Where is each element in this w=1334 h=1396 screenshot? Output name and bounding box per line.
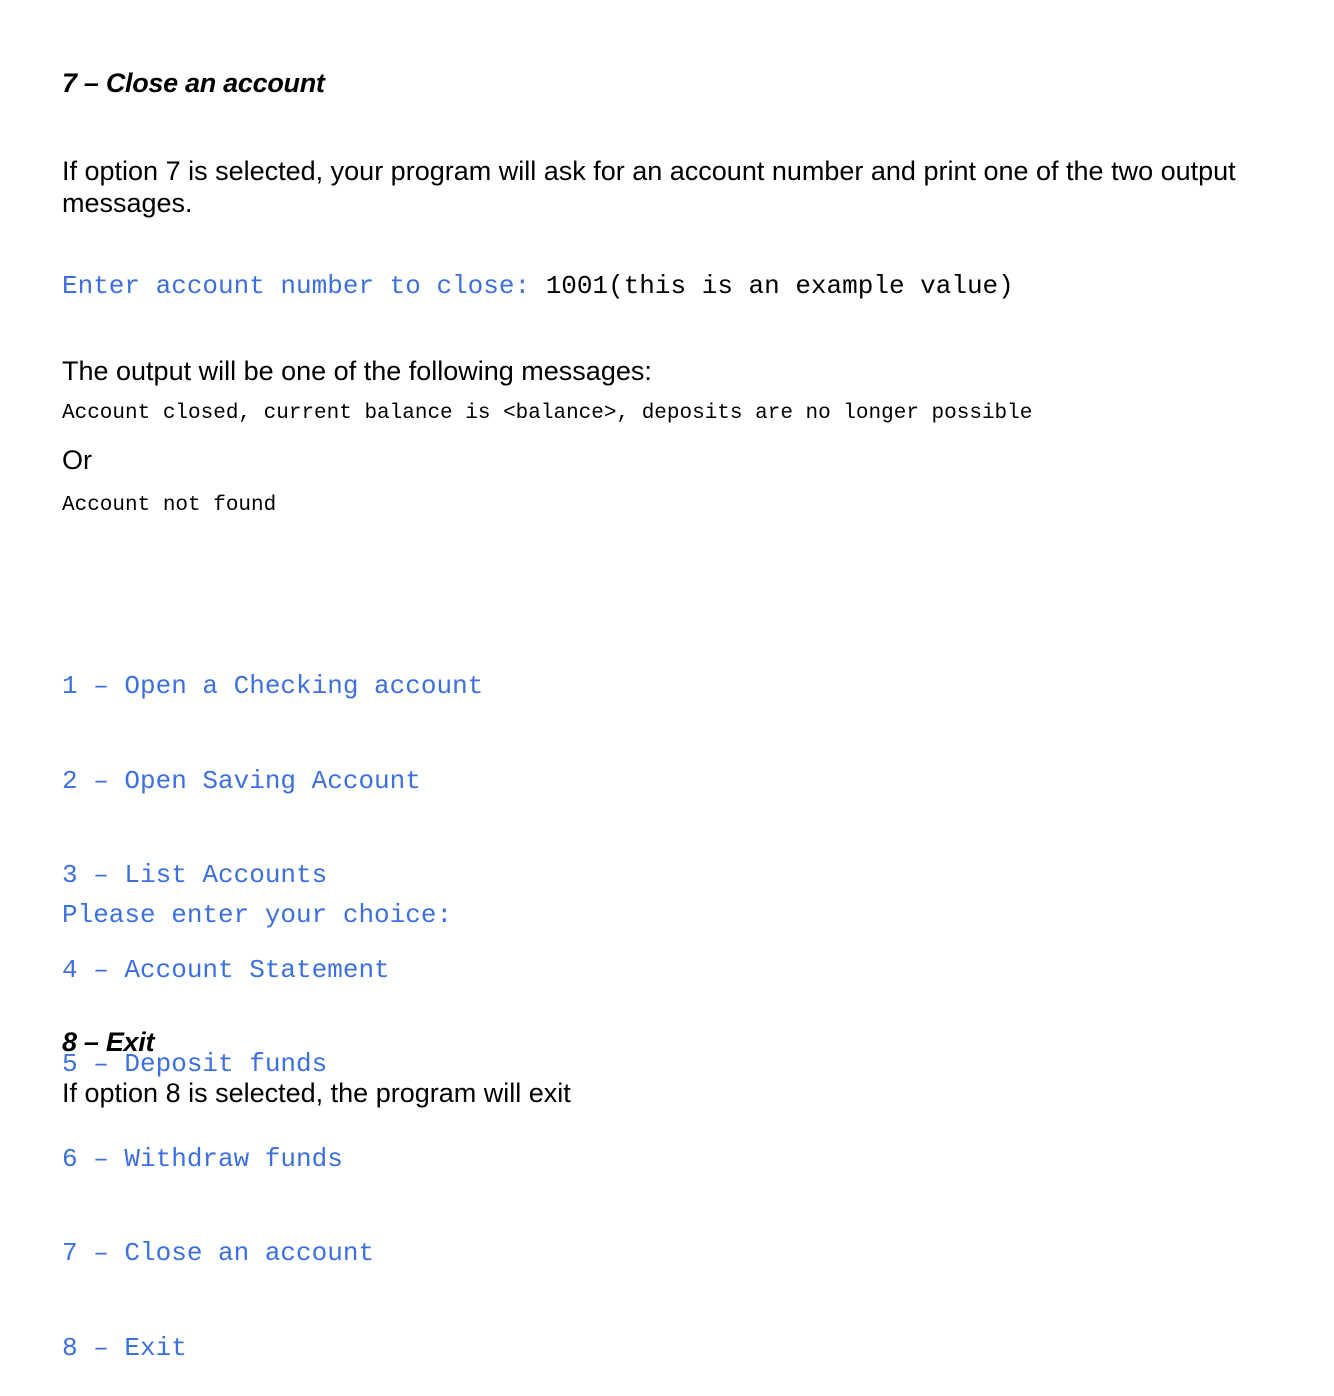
section-7-description: If option 7 is selected, your program will ask for an account number and print one of the two output messages.: [62, 156, 1236, 218]
section-7-heading: 7 – Close an account: [62, 68, 325, 98]
prompt-example-value: 1001(this is an example value): [545, 271, 1014, 301]
account-close-prompt-line: [62, 269, 1014, 302]
or-label: Or: [62, 445, 92, 475]
menu-item: 3 – List Accounts: [62, 860, 328, 890]
console-menu: [62, 608, 483, 1396]
output-intro: The output will be one of the following messages:: [62, 356, 652, 386]
menu-item: 2 – Open Saving Account: [62, 765, 421, 796]
prompt-label: Enter account number to close:: [62, 271, 546, 301]
choice-prompt: Please enter your choice:: [62, 900, 453, 930]
section-8-description: If option 8 is selected, the program will exit: [62, 1078, 571, 1108]
menu-item: 7 – Close an account: [62, 1238, 375, 1268]
output-message-closed: Account closed, current balance is <balance>, deposits are no longer possible: [62, 402, 1033, 425]
menu-item: 8 – Exit: [62, 1332, 187, 1363]
menu-item: 5 – Deposit funds: [62, 1049, 328, 1079]
output-message-not-found: Account not found: [62, 494, 277, 517]
menu-item: 1 – Open a Checking account: [62, 671, 484, 701]
menu-item: 4 – Account Statement: [62, 954, 390, 985]
menu-item: 6 – Withdraw funds: [62, 1143, 343, 1174]
section-8-heading: 8 – Exit: [62, 1027, 155, 1057]
